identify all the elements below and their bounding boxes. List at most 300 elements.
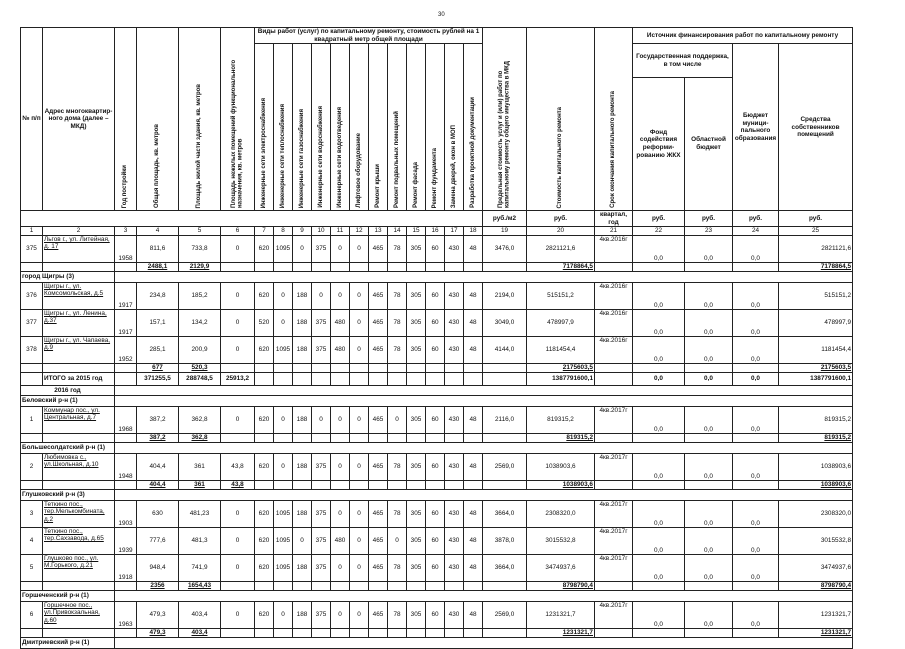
col-number: 12: [350, 227, 369, 236]
header-fund: Фонд содействия реформи-рованию ЖКХ: [633, 77, 685, 211]
table-cell: 1387791600,1: [527, 373, 595, 386]
table-cell: [685, 481, 733, 490]
table-cell: [369, 373, 388, 386]
col-number: 13: [369, 227, 388, 236]
table-cell: 0,0: [633, 236, 685, 263]
table-cell: [595, 481, 633, 490]
table-cell: [369, 364, 388, 373]
table-cell: [350, 629, 369, 638]
table-cell: [388, 434, 407, 443]
table-cell: 78: [388, 501, 407, 528]
table-cell: 430: [445, 454, 464, 481]
table-cell: 1917: [115, 283, 137, 310]
table-cell: 3476,0: [483, 236, 527, 263]
table-cell: 620: [255, 407, 274, 434]
header-work-foundation: Ремонт фундамента: [426, 44, 445, 211]
table-cell: [312, 373, 331, 386]
table-cell: 1038903,6: [779, 454, 853, 481]
table-cell: 430: [445, 555, 464, 582]
table-cell: [483, 434, 527, 443]
table-cell: 1958: [115, 236, 137, 263]
table-cell: 0,0: [733, 555, 779, 582]
table-cell: 811,6: [137, 236, 179, 263]
unit-m2: руб./м2: [483, 211, 527, 227]
col-number: 23: [685, 227, 733, 236]
table-cell: 1095: [274, 528, 293, 555]
table-cell: [21, 263, 43, 272]
table-cell: 0: [350, 236, 369, 263]
table-cell: [115, 364, 137, 373]
table-cell: 2175603,5: [779, 364, 853, 373]
table-cell: [369, 629, 388, 638]
table-cell: 4кв.2017г: [595, 407, 633, 434]
table-cell: 0,0: [685, 283, 733, 310]
table-cell: 3664,0: [483, 501, 527, 528]
table-cell: 8798790,4: [779, 582, 853, 591]
table-cell: 0: [274, 310, 293, 337]
table-cell: 0: [388, 407, 407, 434]
table-cell: 677: [137, 364, 179, 373]
table-row: [21, 407, 853, 434]
table-cell: 3015532,8: [779, 528, 853, 555]
table-cell: 4кв.2016г: [595, 236, 633, 263]
table-cell: 1038903,6: [527, 481, 595, 490]
table-cell: 1948: [115, 454, 137, 481]
table-cell: 2356: [137, 582, 179, 591]
table-cell: [388, 373, 407, 386]
table-cell: 620: [255, 283, 274, 310]
table-cell: [255, 373, 274, 386]
table-cell: 0: [221, 407, 255, 434]
table-cell: Любимовка с., ул.Школьная, д.10: [43, 454, 115, 481]
table-cell: [464, 364, 483, 373]
table-cell: 0,0: [733, 373, 779, 386]
table-cell: 404,4: [137, 454, 179, 481]
header-num: № п/п: [21, 28, 43, 211]
table-cell: [426, 481, 445, 490]
table-cell: [464, 373, 483, 386]
table-cell: 0,0: [685, 528, 733, 555]
table-cell: 3015532,8: [527, 528, 595, 555]
table-cell: [483, 629, 527, 638]
table-cell: 0: [221, 310, 255, 337]
table-cell: [685, 364, 733, 373]
table-cell: 188: [293, 501, 312, 528]
col-number: 4: [137, 227, 179, 236]
table-cell: [115, 481, 137, 490]
table-cell: [369, 263, 388, 272]
table-cell: [312, 582, 331, 591]
subtotal-row: [21, 481, 853, 490]
table-cell: 0: [331, 454, 350, 481]
table-cell: 375: [312, 454, 331, 481]
section-label: Глушковский р-н (3): [21, 490, 115, 501]
table-cell: 515151,2: [779, 283, 853, 310]
col-number: 20: [527, 227, 595, 236]
header-work-project: Разработка проектной документации: [464, 44, 483, 211]
table-cell: 25913,2: [221, 373, 255, 386]
table-cell: 0,0: [733, 501, 779, 528]
table-cell: [733, 364, 779, 373]
table-cell: [115, 582, 137, 591]
table-cell: 376: [21, 283, 43, 310]
table-cell: 0: [221, 602, 255, 629]
table-cell: 3049,0: [483, 310, 527, 337]
table-cell: 0,0: [633, 454, 685, 481]
table-cell: [445, 373, 464, 386]
table-cell: [274, 364, 293, 373]
table-cell: 305: [407, 283, 426, 310]
header-deadline: Срок окончания капитального ремонта: [595, 28, 633, 211]
units-blank: [21, 211, 483, 227]
table-cell: 375: [21, 236, 43, 263]
table-cell: [633, 434, 685, 443]
table-cell: [293, 629, 312, 638]
table-cell: 387,2: [137, 434, 179, 443]
section-blank: [115, 443, 853, 454]
table-cell: 0: [350, 283, 369, 310]
table-cell: 78: [388, 310, 407, 337]
col-number: 15: [407, 227, 426, 236]
table-cell: [388, 629, 407, 638]
table-cell: [293, 582, 312, 591]
table-cell: [21, 582, 43, 591]
table-cell: 1963: [115, 602, 137, 629]
table-cell: 465: [369, 555, 388, 582]
unit-rub-owners: руб.: [779, 211, 853, 227]
table-cell: 0: [331, 283, 350, 310]
subtotal-row: [21, 582, 853, 591]
table-cell: 1095: [274, 337, 293, 364]
table-cell: [464, 434, 483, 443]
table-cell: [426, 364, 445, 373]
table-cell: Теткино пос., тер.Мелькомбината, д.2: [43, 501, 115, 528]
table-cell: [633, 629, 685, 638]
table-cell: 4кв.2016г: [595, 310, 633, 337]
table-cell: 0: [350, 310, 369, 337]
col-number: 6: [221, 227, 255, 236]
header-sources-group: Источник финансирования работ по капитальному ремонту: [633, 28, 853, 44]
table-cell: 0: [274, 454, 293, 481]
table-cell: 403,4: [179, 629, 221, 638]
header-total-area: Общая площадь, кв. метров: [137, 28, 179, 211]
table-cell: 0,0: [685, 454, 733, 481]
col-number: 2: [43, 227, 115, 236]
table-cell: 430: [445, 310, 464, 337]
section-row: [21, 490, 853, 501]
table-cell: [595, 629, 633, 638]
table-row: [21, 236, 853, 263]
table-cell: 4кв.2017г: [595, 602, 633, 629]
table-cell: 1939: [115, 528, 137, 555]
table-cell: 305: [407, 528, 426, 555]
table-cell: Глушково пос., ул. М.Горького, д.21: [43, 555, 115, 582]
table-cell: [633, 263, 685, 272]
table-cell: 48: [464, 310, 483, 337]
table-cell: [350, 364, 369, 373]
header-works-group: Виды работ (услуг) по капитальному ремонту, стоимость рублей на 1 квадратный метр общей площади: [255, 28, 483, 44]
table-cell: 430: [445, 407, 464, 434]
table-cell: 620: [255, 528, 274, 555]
table-cell: [115, 629, 137, 638]
table-cell: ИТОГО за 2015 год: [43, 373, 115, 386]
table-cell: [255, 629, 274, 638]
table-cell: 78: [388, 337, 407, 364]
table-cell: [331, 434, 350, 443]
table-cell: 1095: [274, 236, 293, 263]
header-work-roof: Ремонт крыши: [369, 44, 388, 211]
table-cell: Льгов г., ул. Литейная, д. 17: [43, 236, 115, 263]
table-cell: 0: [350, 501, 369, 528]
table-cell: 0,0: [733, 236, 779, 263]
table-cell: 1038903,6: [527, 454, 595, 481]
table-cell: 0: [221, 236, 255, 263]
table-cell: 0,0: [633, 373, 685, 386]
table-cell: [407, 263, 426, 272]
table-cell: 188: [293, 407, 312, 434]
table-cell: [633, 481, 685, 490]
table-cell: 1231321,7: [779, 602, 853, 629]
table-cell: [407, 434, 426, 443]
section-row: [21, 638, 853, 649]
header-regional: Областной бюджет: [685, 77, 733, 211]
table-cell: 4кв.2017г: [595, 528, 633, 555]
table-cell: [221, 629, 255, 638]
table-cell: [43, 263, 115, 272]
table-cell: [733, 629, 779, 638]
table-cell: 3878,0: [483, 528, 527, 555]
table-cell: 60: [426, 310, 445, 337]
table-cell: 188: [293, 310, 312, 337]
table-cell: 480: [331, 528, 350, 555]
table-cell: 0,0: [733, 337, 779, 364]
col-number: 24: [733, 227, 779, 236]
table-cell: 741,9: [179, 555, 221, 582]
section-label: Дмитриевский р-н (1): [21, 638, 115, 649]
table-cell: [595, 434, 633, 443]
table-row: [21, 283, 853, 310]
table-cell: [426, 582, 445, 591]
table-cell: 4кв.2016г: [595, 337, 633, 364]
table-cell: [293, 373, 312, 386]
table-cell: 0: [221, 501, 255, 528]
table-row: [21, 602, 853, 629]
table-cell: 465: [369, 602, 388, 629]
table-cell: 481,23: [179, 501, 221, 528]
col-number: 25: [779, 227, 853, 236]
table-cell: [274, 629, 293, 638]
table-cell: 0,0: [633, 283, 685, 310]
table-cell: 60: [426, 555, 445, 582]
table-cell: [331, 481, 350, 490]
table-cell: 305: [407, 236, 426, 263]
page-number: 30: [438, 12, 445, 18]
table-cell: 1095: [274, 501, 293, 528]
section-blank: [115, 591, 853, 602]
table-cell: [312, 629, 331, 638]
table-cell: 620: [255, 602, 274, 629]
table-cell: [733, 263, 779, 272]
table-cell: 2308320,0: [779, 501, 853, 528]
table-cell: 430: [445, 602, 464, 629]
table-cell: 0,0: [733, 528, 779, 555]
table-cell: 1918: [115, 555, 137, 582]
header-work-doors: Замена дверей, окон в МОП: [445, 44, 464, 211]
table-cell: 465: [369, 283, 388, 310]
table-cell: 375: [312, 602, 331, 629]
table-cell: 0,0: [685, 337, 733, 364]
table-cell: 478997,9: [527, 310, 595, 337]
header-max-cost: Предельная стоимость услуг и (или) работ по капитальному ремонту общего имущества в МКД: [483, 28, 527, 211]
table-cell: 78: [388, 454, 407, 481]
table-cell: 43,8: [221, 454, 255, 481]
table-cell: 48: [464, 236, 483, 263]
table-cell: 733,8: [179, 236, 221, 263]
table-cell: [388, 263, 407, 272]
table-cell: [274, 263, 293, 272]
table-cell: [595, 582, 633, 591]
table-cell: [445, 481, 464, 490]
header-living-area: Площадь жилой части здания, кв. метров: [179, 28, 221, 211]
table-cell: 0: [350, 602, 369, 629]
header-address: Адрес многоквартир-ного дома (далее – МКД): [43, 28, 115, 211]
table-cell: 4: [21, 528, 43, 555]
table-cell: Теткино пос., тер.Сахзавода, д.65: [43, 528, 115, 555]
table-cell: 0,0: [733, 602, 779, 629]
table-cell: 0: [331, 407, 350, 434]
table-cell: 305: [407, 454, 426, 481]
table-cell: 479,3: [137, 629, 179, 638]
total-row: [21, 373, 853, 386]
table-cell: [407, 481, 426, 490]
table-cell: 48: [464, 501, 483, 528]
col-number: 8: [274, 227, 293, 236]
table-cell: 188: [293, 454, 312, 481]
table-cell: 188: [293, 602, 312, 629]
table-cell: [115, 434, 137, 443]
table-cell: 2488,1: [137, 263, 179, 272]
table-cell: [685, 629, 733, 638]
table-cell: 0,0: [633, 337, 685, 364]
table-cell: 1231321,7: [527, 602, 595, 629]
col-number: 9: [293, 227, 312, 236]
table-cell: 0: [350, 555, 369, 582]
table-cell: 0: [221, 528, 255, 555]
table-cell: [407, 364, 426, 373]
table-cell: 387,2: [137, 407, 179, 434]
table-cell: 285,1: [137, 337, 179, 364]
section-row: [21, 272, 853, 283]
table-cell: 305: [407, 337, 426, 364]
table-cell: 0: [331, 555, 350, 582]
table-cell: 48: [464, 555, 483, 582]
table-cell: 7178864,5: [527, 263, 595, 272]
table-cell: 0: [293, 528, 312, 555]
table-cell: 2194,0: [483, 283, 527, 310]
table-cell: [733, 481, 779, 490]
table-cell: 2175603,5: [527, 364, 595, 373]
table-cell: [255, 434, 274, 443]
table-cell: [633, 582, 685, 591]
table-cell: 620: [255, 236, 274, 263]
table-cell: [733, 582, 779, 591]
table-cell: 48: [464, 602, 483, 629]
table-cell: 375: [312, 236, 331, 263]
table-cell: 430: [445, 236, 464, 263]
table-cell: 188: [293, 555, 312, 582]
table-cell: [255, 364, 274, 373]
table-cell: [221, 263, 255, 272]
table-cell: [293, 434, 312, 443]
table-cell: [21, 629, 43, 638]
table-cell: 0,0: [685, 555, 733, 582]
table-cell: 0: [312, 283, 331, 310]
table-cell: [21, 434, 43, 443]
table-cell: 403,4: [179, 602, 221, 629]
header-owners: Средства собственников помещений: [779, 44, 853, 211]
table-cell: 375: [312, 555, 331, 582]
table-cell: 3664,0: [483, 555, 527, 582]
section-blank: [115, 396, 853, 407]
table-cell: 5: [21, 555, 43, 582]
table-cell: [464, 582, 483, 591]
table-cell: [293, 364, 312, 373]
table-cell: 1952: [115, 337, 137, 364]
table-cell: 4кв.2017г: [595, 501, 633, 528]
table-cell: [350, 481, 369, 490]
table-cell: 185,2: [179, 283, 221, 310]
table-cell: 4кв.2017г: [595, 555, 633, 582]
table-cell: [426, 434, 445, 443]
table-cell: 0,0: [733, 310, 779, 337]
table-cell: 78: [388, 602, 407, 629]
table-cell: [483, 481, 527, 490]
table-cell: 200,9: [179, 337, 221, 364]
table-cell: [426, 629, 445, 638]
table-cell: 1917: [115, 310, 137, 337]
table-cell: 1095: [274, 555, 293, 582]
header-work-heating: Инженерные сети теплоснабжения: [274, 44, 293, 211]
table-cell: 480: [331, 337, 350, 364]
table-cell: 404,4: [137, 481, 179, 490]
table-cell: [407, 373, 426, 386]
table-cell: Щигры г., ул. Комсомольская, д.5: [43, 283, 115, 310]
section-row: [21, 396, 853, 407]
table-cell: 2129,9: [179, 263, 221, 272]
table-cell: 60: [426, 501, 445, 528]
table-cell: 0: [350, 528, 369, 555]
table-row: [21, 501, 853, 528]
table-cell: 378: [21, 337, 43, 364]
table-cell: 78: [388, 236, 407, 263]
table-cell: 48: [464, 407, 483, 434]
table-cell: 465: [369, 501, 388, 528]
table-cell: 134,2: [179, 310, 221, 337]
table-cell: 0: [331, 602, 350, 629]
table-cell: [445, 364, 464, 373]
table-cell: [43, 481, 115, 490]
table-cell: [221, 582, 255, 591]
table-cell: [445, 434, 464, 443]
table-cell: [369, 582, 388, 591]
table-cell: 430: [445, 501, 464, 528]
table-cell: 1231321,7: [779, 629, 853, 638]
table-cell: 819315,2: [527, 434, 595, 443]
table-cell: 2308320,0: [527, 501, 595, 528]
table-cell: 43,8: [221, 481, 255, 490]
table-cell: [685, 263, 733, 272]
table-cell: 2821121,6: [779, 236, 853, 263]
